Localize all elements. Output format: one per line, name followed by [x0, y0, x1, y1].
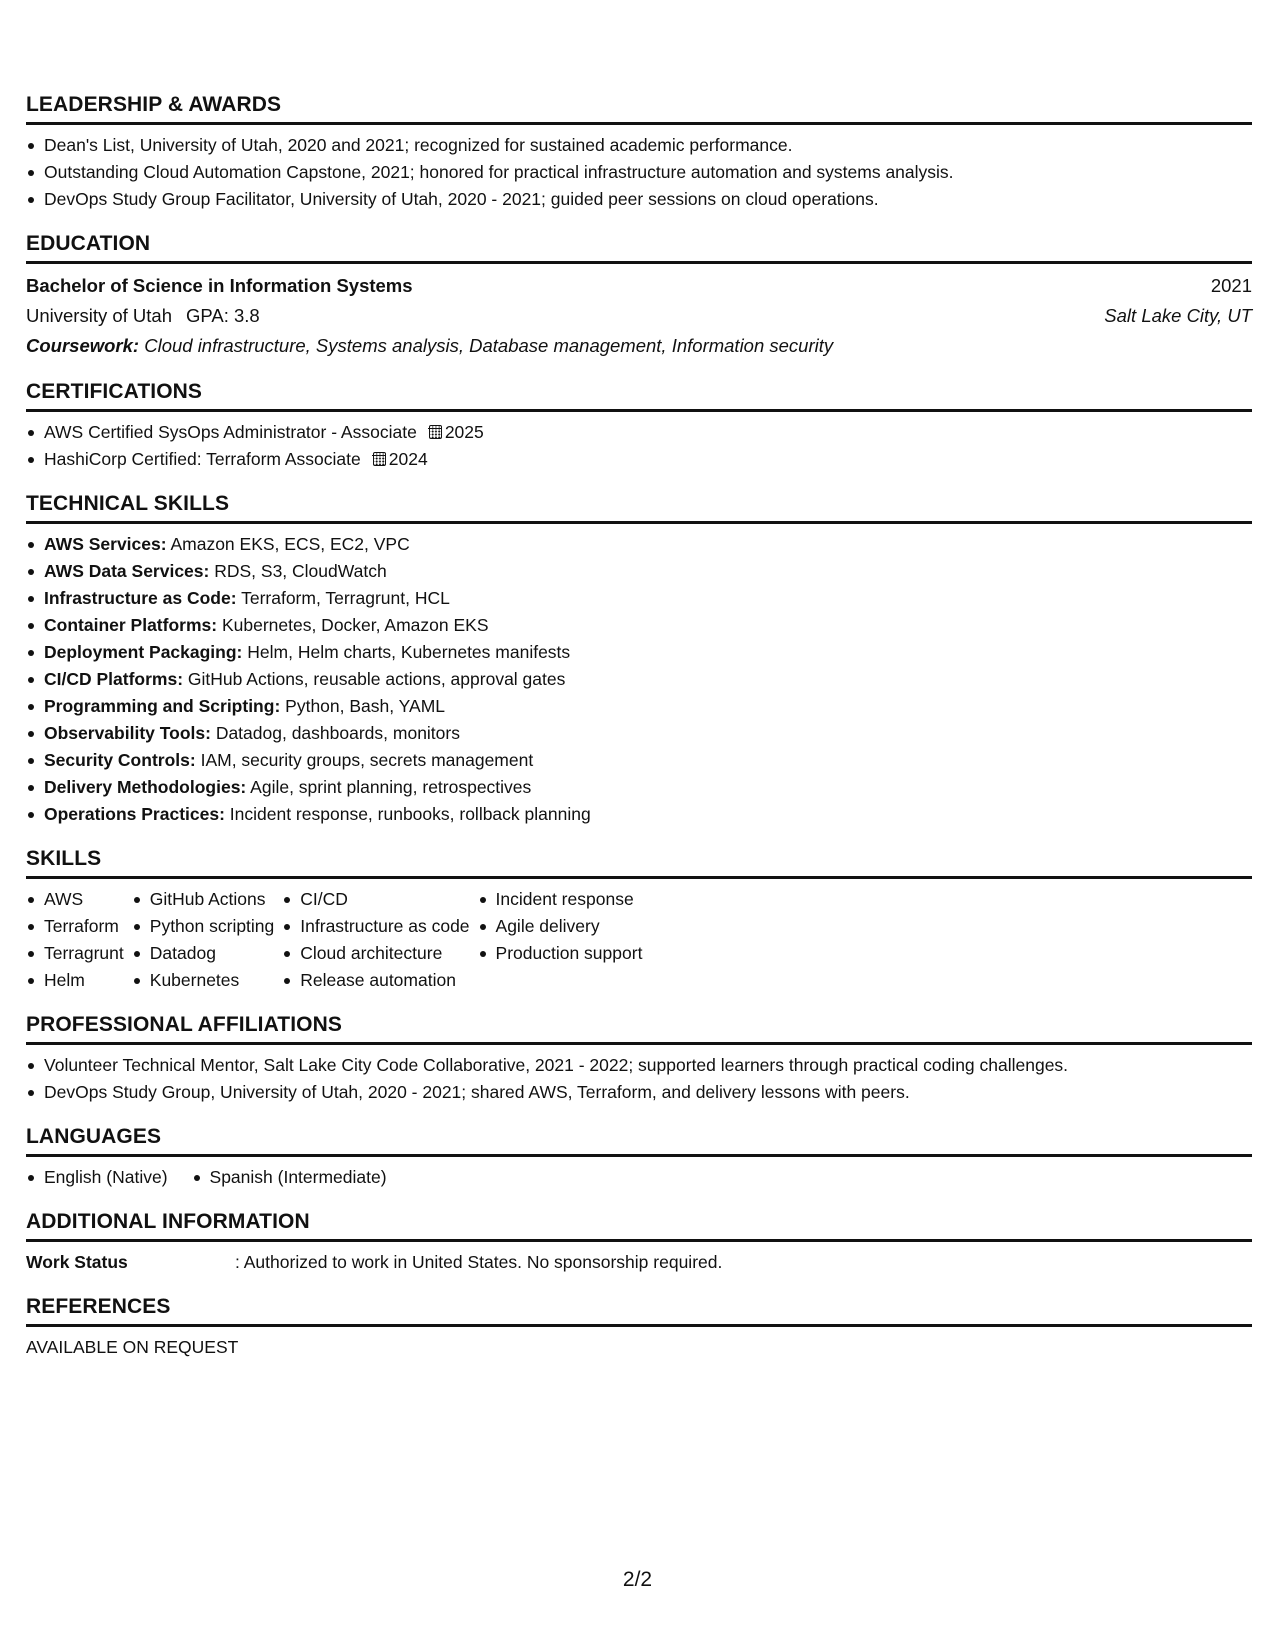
skills-column	[132, 886, 279, 994]
skill-category: Security Controls:	[44, 750, 196, 770]
section-title-skills: SKILLS	[26, 846, 1252, 879]
skill-category: Observability Tools:	[44, 723, 211, 743]
skill-values: RDS, S3, CloudWatch	[214, 561, 387, 581]
skill-item: Terragrunt	[26, 940, 128, 967]
skill-item: Infrastructure as code	[282, 913, 473, 940]
technical-skill-item	[26, 801, 1252, 828]
languages-list	[26, 1164, 1252, 1191]
school-name: University of Utah	[26, 305, 172, 326]
skill-values: Incident response, runbooks, rollback planning	[229, 804, 591, 824]
graduation-year: 2021	[1210, 275, 1252, 296]
calendar-icon	[429, 425, 442, 439]
coursework-label: Coursework:	[26, 335, 140, 356]
language-item: English (Native)	[26, 1164, 168, 1191]
skill-category: AWS Services:	[44, 534, 167, 554]
calendar-icon	[373, 452, 386, 466]
section-title-additional: ADDITIONAL INFORMATION	[26, 1209, 1252, 1242]
skill-item: Python scripting	[132, 913, 279, 940]
skills-column	[26, 886, 128, 994]
skill-values: IAM, security groups, secrets management	[200, 750, 534, 770]
skill-item: Helm	[26, 967, 128, 994]
section-title-leadership: LEADERSHIP & AWARDS	[26, 92, 1252, 125]
section-title-technical-skills: TECHNICAL SKILLS	[26, 491, 1252, 524]
section-leadership	[26, 92, 1252, 213]
certification-name: AWS Certified SysOps Administrator - Associate	[44, 422, 417, 442]
section-title-references: REFERENCES	[26, 1294, 1252, 1327]
skill-item: Production support	[478, 940, 647, 967]
skill-values: Agile, sprint planning, retrospectives	[250, 777, 532, 797]
technical-skill-item	[26, 774, 1252, 801]
coursework	[26, 331, 1252, 361]
school-info	[26, 301, 260, 331]
skill-category: Container Platforms:	[44, 615, 218, 635]
section-title-languages: LANGUAGES	[26, 1124, 1252, 1157]
section-languages	[26, 1124, 1252, 1191]
section-title-education: EDUCATION	[26, 231, 1252, 264]
technical-skills-list	[26, 531, 1252, 828]
certification-name: HashiCorp Certified: Terraform Associate	[44, 449, 361, 469]
language-item: Spanish (Intermediate)	[192, 1164, 387, 1191]
section-education	[26, 231, 1252, 361]
page-number: 2/2	[622, 1568, 653, 1591]
skill-item: Agile delivery	[478, 913, 647, 940]
skill-item: GitHub Actions	[132, 886, 279, 913]
skills-column	[478, 886, 647, 994]
technical-skill-item	[26, 558, 1252, 585]
section-additional	[26, 1209, 1252, 1276]
skill-item: CI/CD	[282, 886, 473, 913]
list-item: Dean's List, University of Utah, 2020 and 2021; recognized for sustained academic performance.	[26, 132, 1252, 159]
school-location: Salt Lake City, UT	[1104, 305, 1252, 326]
skill-category: Infrastructure as Code:	[44, 588, 237, 608]
skill-values: Helm, Helm charts, Kubernetes manifests	[247, 642, 571, 662]
leadership-list	[26, 132, 1252, 213]
technical-skill-item	[26, 639, 1252, 666]
skill-category: AWS Data Services:	[44, 561, 210, 581]
section-technical-skills	[26, 491, 1252, 828]
skill-values: Amazon EKS, ECS, EC2, VPC	[170, 534, 410, 554]
list-item: DevOps Study Group, University of Utah, 2020 - 2021; shared AWS, Terraform, and delivery lessons with peers.	[26, 1079, 1252, 1106]
list-item: Volunteer Technical Mentor, Salt Lake City Code Collaborative, 2021 - 2022; supported learners through practical coding challenges.	[26, 1052, 1252, 1079]
skill-item: Cloud architecture	[282, 940, 473, 967]
technical-skill-item	[26, 720, 1252, 747]
certifications-list	[26, 419, 1252, 473]
certification-item	[26, 419, 1252, 446]
skill-category: Operations Practices:	[44, 804, 225, 824]
section-affiliations	[26, 1012, 1252, 1106]
degree-name: Bachelor of Science in Information Systems	[26, 275, 413, 296]
education-school-row	[26, 301, 1252, 331]
skill-category: Delivery Methodologies:	[44, 777, 247, 797]
skill-category: Programming and Scripting:	[44, 696, 281, 716]
skill-values: Terraform, Terragrunt, HCL	[241, 588, 450, 608]
section-skills	[26, 846, 1252, 994]
skill-item: Datadog	[132, 940, 279, 967]
list-item: Outstanding Cloud Automation Capstone, 2021; honored for practical infrastructure automation and systems analysis.	[26, 159, 1252, 186]
technical-skill-item	[26, 612, 1252, 639]
section-title-affiliations: PROFESSIONAL AFFILIATIONS	[26, 1012, 1252, 1045]
skill-item: Kubernetes	[132, 967, 279, 994]
work-status-row	[26, 1249, 1252, 1276]
coursework-value: Cloud infrastructure, Systems analysis, Database management, Information security	[144, 335, 834, 356]
list-item: DevOps Study Group Facilitator, University of Utah, 2020 - 2021; guided peer sessions on cloud operations.	[26, 186, 1252, 213]
skill-values: Python, Bash, YAML	[285, 696, 446, 716]
technical-skill-item	[26, 531, 1252, 558]
section-references	[26, 1294, 1252, 1361]
references-text: AVAILABLE ON REQUEST	[26, 1337, 239, 1357]
technical-skill-item	[26, 585, 1252, 612]
skill-item: Release automation	[282, 967, 473, 994]
skills-columns	[26, 886, 1252, 994]
certification-year: 2024	[388, 449, 428, 469]
skill-values: Kubernetes, Docker, Amazon EKS	[221, 615, 489, 635]
skill-category: CI/CD Platforms:	[44, 669, 184, 689]
work-status-label: Work Status	[26, 1252, 128, 1272]
gpa: GPA: 3.8	[186, 305, 260, 326]
skill-item: Incident response	[478, 886, 647, 913]
skill-item: Terraform	[26, 913, 128, 940]
skills-column	[282, 886, 473, 994]
technical-skill-item	[26, 693, 1252, 720]
section-title-certifications: CERTIFICATIONS	[26, 379, 1252, 412]
resume-page	[26, 92, 1252, 1379]
section-certifications	[26, 379, 1252, 473]
work-status-value: : Authorized to work in United States. No sponsorship required.	[235, 1252, 723, 1272]
education-degree-row	[26, 271, 1252, 301]
skill-category: Deployment Packaging:	[44, 642, 243, 662]
certification-item	[26, 446, 1252, 473]
technical-skill-item	[26, 666, 1252, 693]
skill-values: GitHub Actions, reusable actions, approval gates	[187, 669, 566, 689]
certification-year: 2025	[444, 422, 484, 442]
technical-skill-item	[26, 747, 1252, 774]
affiliations-list	[26, 1052, 1252, 1106]
skill-item: AWS	[26, 886, 128, 913]
skill-values: Datadog, dashboards, monitors	[215, 723, 460, 743]
